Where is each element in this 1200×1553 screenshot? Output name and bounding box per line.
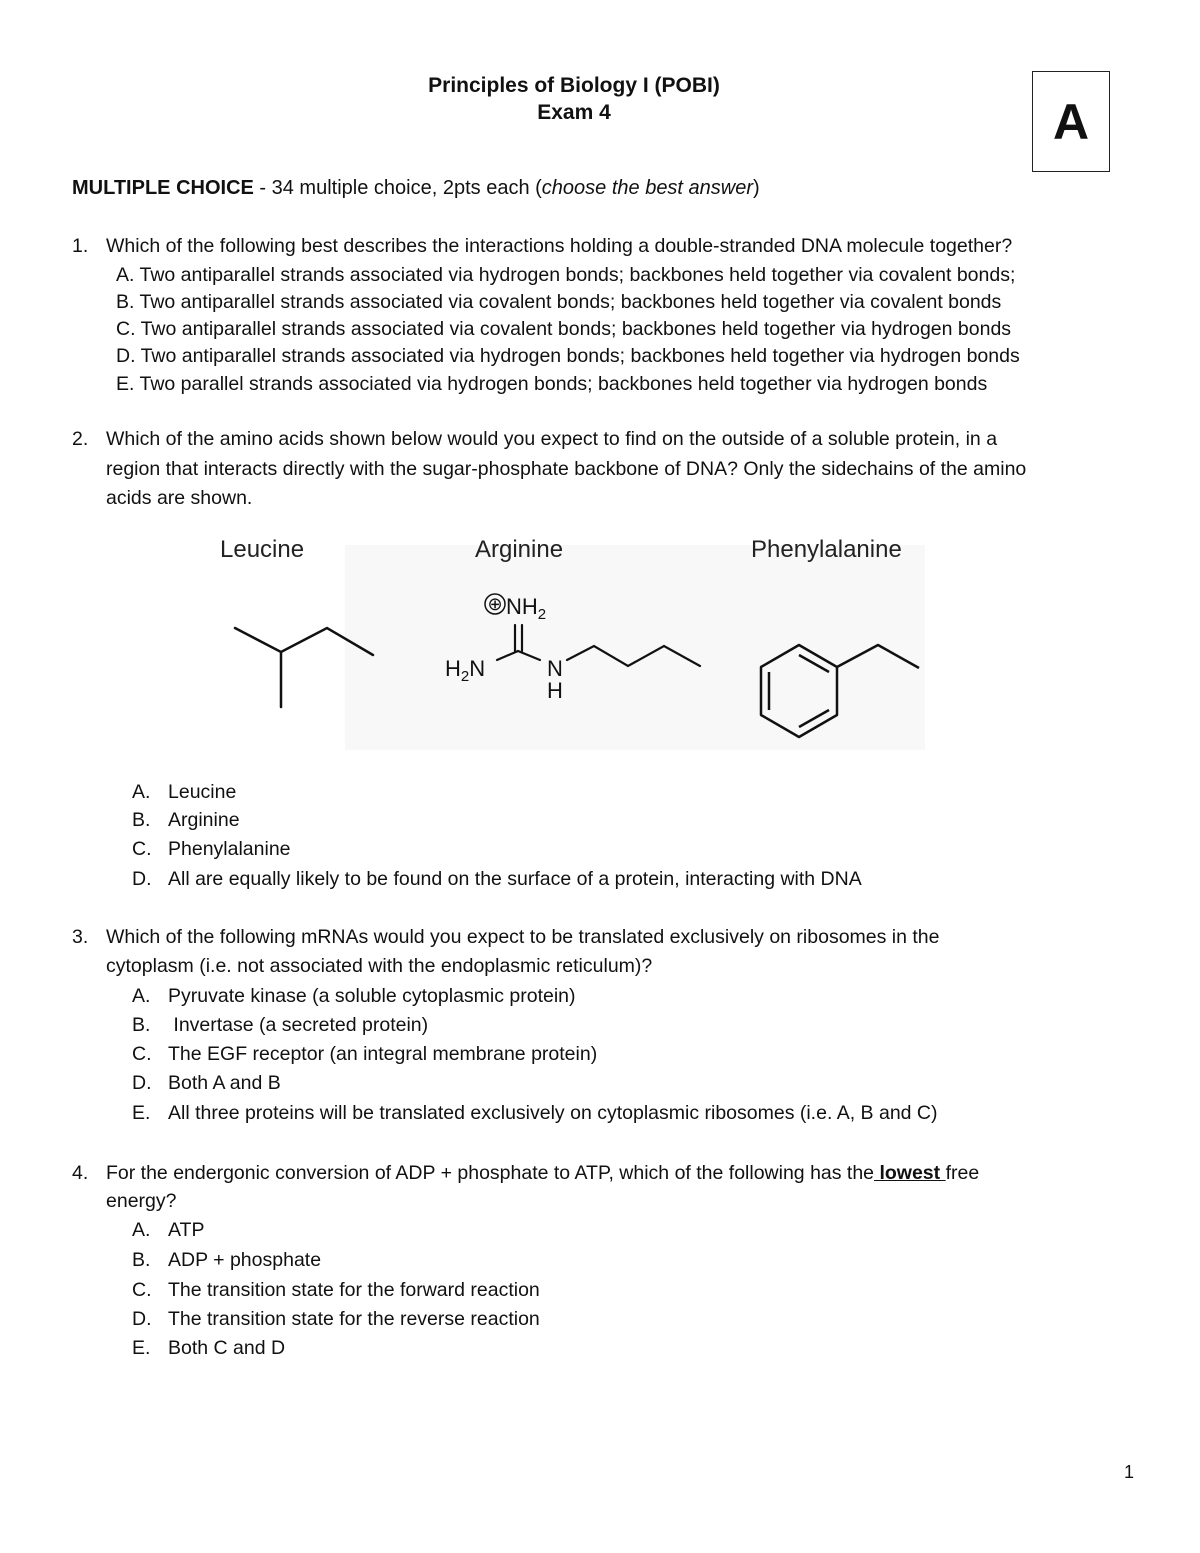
question-text: acids are shown. [106,487,253,509]
question-text: Which of the following mRNAs would you expect to be translated exclusively on ribosomes in the [106,926,940,948]
question-number: 4. [72,1162,89,1184]
question-text-end: free [945,1162,980,1184]
option-letter: B. [132,1249,151,1271]
option-text: Both A and B [168,1072,281,1094]
option-letter: E. [132,1102,151,1124]
option-letter: A. [132,985,151,1007]
question-text [106,1159,979,1188]
option-letter: E. [132,1337,151,1359]
arginine-h2n: $H_2N$ [445,656,486,685]
answer-option [132,1334,285,1363]
option-text: Invertase (a secreted protein) [168,1014,429,1036]
answer-option [132,1069,281,1098]
option-letter: D. [132,868,152,890]
arginine-structure [445,594,700,703]
option-letter: A. [132,1219,151,1241]
answer-option [132,865,862,894]
answer-option [132,1276,540,1305]
arginine-n: N [547,656,563,681]
option-letter: A. [132,781,151,803]
option-letter: C. [132,1279,152,1301]
option-text: All three proteins will be translated exclusively on cytoplasmic ribosomes (i.e. A, B and C) [168,1102,938,1124]
section-heading-label: MULTIPLE CHOICE [72,177,254,199]
option-letter: D. [132,1072,152,1094]
question-text-start: For the endergonic conversion of ADP + phosphate to ATP, which of the following has the [106,1162,875,1184]
option-text: Both C and D [168,1337,286,1359]
option-text: Leucine [168,781,237,803]
figure-label-leucine: Leucine [220,536,305,563]
option-text: The EGF receptor (an integral membrane protein) [168,1043,598,1065]
option-text: The transition state for the reverse reaction [168,1308,540,1330]
page-title: Principles of Biology I (POBI) [428,74,720,97]
option-letter: C. [132,1043,152,1065]
option-text: ADP + phosphate [168,1249,322,1271]
section-instructions-emphasis: choose the best answer [541,177,754,199]
answer-option [132,982,576,1011]
figure-label-arginine: Arginine [475,536,564,563]
answer-option [132,1305,540,1334]
option-letter: B. [132,1014,151,1036]
option-text: ATP [168,1219,205,1241]
answer-option [132,1246,321,1275]
option-letter: D. [132,1308,152,1330]
question-text: Which of the following best describes the interactions holding a double-stranded DNA molecule together? [106,235,1013,257]
answer-option: E. Two parallel strands associated via hydrogen bonds; backbones held together via hydrogen bonds [116,373,988,395]
exam-version-letter: A [1052,94,1090,150]
exam-subtitle: Exam 4 [537,101,611,124]
question-text: cytoplasm (i.e. not associated with the endoplasmic reticulum)? [106,955,653,977]
answer-option [132,1011,428,1040]
question-number: 3. [72,926,89,948]
phenylalanine-structure [761,645,919,737]
page-number: 1 [1124,1462,1135,1482]
option-text: Pyruvate kinase (a soluble cytoplasmic protein) [168,985,576,1007]
leucine-structure [235,628,373,707]
arginine-h: H [547,678,563,703]
option-text: The transition state for the forward reaction [168,1279,540,1301]
question-text: region that interacts directly with the sugar-phosphate backbone of DNA? Only the sidechains of the amino [106,458,1027,480]
answer-option [132,1040,597,1069]
option-letter: B. [132,809,151,831]
option-text: Arginine [168,809,240,831]
option-letter: C. [132,838,152,860]
option-text: All are equally likely to be found on the surface of a protein, interacting with DNA [168,868,862,890]
section-instructions: - 34 multiple choice, 2pts each ( [253,177,542,199]
charge-symbol: ⊕ [487,594,503,614]
question-text: Which of the amino acids shown below would you expect to find on the outside of a soluble protein, in a [106,428,998,450]
answer-option [132,778,236,807]
question-text: energy? [106,1190,177,1212]
section-instructions-close: ) [753,177,760,199]
answer-option: A. Two antiparallel strands associated via hydrogen bonds; backbones held together via covalent bonds; [116,264,1016,286]
answer-option [132,1216,204,1245]
answer-option: D. Two antiparallel strands associated via hydrogen bonds; backbones held together via hydrogen bonds [116,345,1020,367]
question-number: 1. [72,235,89,257]
answer-option: C. Two antiparallel strands associated via covalent bonds; backbones held together via hydrogen bonds [116,318,1012,340]
arginine-nh2-top: $NH_2$ [506,594,547,623]
question-text-emphasis: lowest [874,1162,946,1184]
answer-option [132,1099,938,1128]
answer-option: B. Two antiparallel strands associated via covalent bonds; backbones held together via covalent bonds [116,291,1002,313]
question-number: 2. [72,428,89,450]
answer-option [132,835,291,864]
option-text: Phenylalanine [168,838,291,860]
figure-label-phenylalanine: Phenylalanine [751,536,902,563]
answer-option [132,806,240,835]
